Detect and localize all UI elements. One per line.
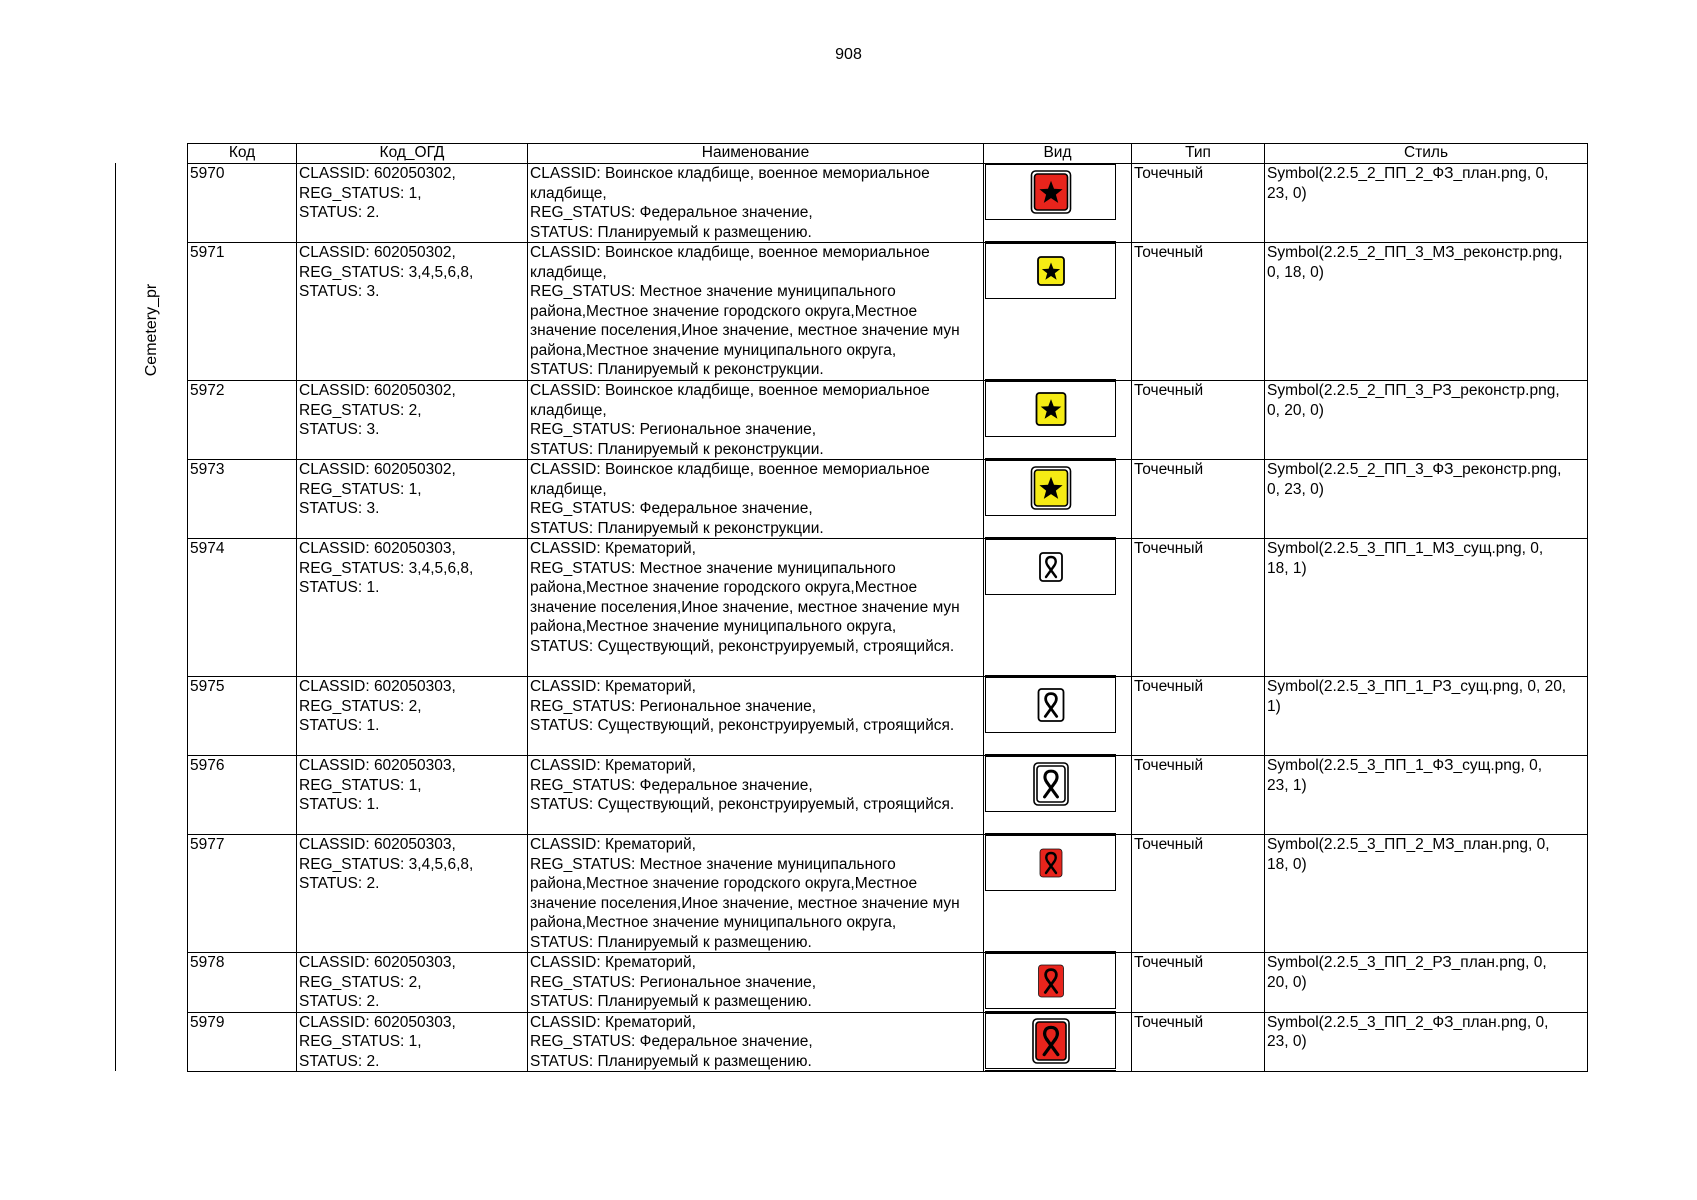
cell-style: Symbol(2.2.5_2_ПП_3_МЗ_реконстр.png, 0, 18, 0) — [1265, 243, 1588, 381]
table-row — [188, 539, 1588, 677]
header-vid: Вид — [984, 144, 1132, 164]
cell-kod: 5979 — [188, 1012, 297, 1072]
cell-kod-ogd: CLASSID: 602050303, REG_STATUS: 1, STATUS: 1. — [297, 756, 528, 835]
cell-style: Symbol(2.2.5_2_ПП_3_ФЗ_реконстр.png, 0, 23, 0) — [1265, 460, 1588, 539]
symbol-preview — [985, 953, 1116, 1009]
cell-name: CLASSID: Крематорий, REG_STATUS: Региональное значение, STATUS: Планируемый к размещению. — [528, 953, 984, 1013]
cell-vid — [984, 164, 1132, 243]
symbol-preview — [985, 835, 1116, 891]
cell-kod: 5971 — [188, 243, 297, 381]
symbol-preview — [985, 243, 1116, 299]
cell-vid — [984, 1012, 1132, 1072]
header-kod: Код — [188, 144, 297, 164]
symbol-preview — [985, 677, 1116, 733]
cell-kod-ogd: CLASSID: 602050302, REG_STATUS: 1, STATUS: 3. — [297, 460, 528, 539]
symbol-preview — [985, 164, 1116, 220]
header-name: Наименование — [528, 144, 984, 164]
side-label: Cemetery_pr — [143, 283, 160, 377]
cell-name: CLASSID: Воинское кладбище, военное мемориальное кладбище, REG_STATUS: Федеральное значение, STATUS: Планируемый к размещению. — [528, 164, 984, 243]
cell-vid — [984, 677, 1132, 756]
cell-kod-ogd: CLASSID: 602050302, REG_STATUS: 3,4,5,6,8, STATUS: 3. — [297, 243, 528, 381]
table-row — [188, 460, 1588, 539]
cell-kod: 5973 — [188, 460, 297, 539]
cell-kod-ogd: CLASSID: 602050303, REG_STATUS: 1, STATUS: 2. — [297, 1012, 528, 1072]
cell-kod: 5975 — [188, 677, 297, 756]
cell-style: Symbol(2.2.5_3_ПП_1_РЗ_сущ.png, 0, 20, 1) — [1265, 677, 1588, 756]
page-number: 908 — [835, 46, 862, 63]
side-rule — [115, 163, 116, 1071]
preview-baseline — [985, 1070, 1116, 1071]
cell-vid — [984, 460, 1132, 539]
symbol-preview — [985, 1013, 1116, 1069]
cell-tip: Точечный — [1132, 953, 1265, 1013]
cell-kod: 5978 — [188, 953, 297, 1013]
cell-name: CLASSID: Крематорий, REG_STATUS: Местное значение муниципального района,Местное значение городского округа,Местное значение поселения,Иное значение, местное значение мун района,Местное значение муниципального округа, STATUS: Планируемый к размещению. — [528, 835, 984, 953]
cell-tip: Точечный — [1132, 164, 1265, 243]
table-row — [188, 243, 1588, 381]
cell-vid — [984, 243, 1132, 381]
table-row — [188, 1012, 1588, 1072]
symbol-preview — [985, 756, 1116, 812]
cell-name: CLASSID: Крематорий, REG_STATUS: Региональное значение, STATUS: Существующий, реконструируемый, строящийся. — [528, 677, 984, 756]
cell-style: Symbol(2.2.5_2_ПП_3_РЗ_реконстр.png, 0, 20, 0) — [1265, 381, 1588, 460]
cell-style: Symbol(2.2.5_3_ПП_2_ФЗ_план.png, 0, 23, 0) — [1265, 1012, 1588, 1072]
cell-kod-ogd: CLASSID: 602050303, REG_STATUS: 2, STATUS: 1. — [297, 677, 528, 756]
cell-style: Symbol(2.2.5_3_ПП_1_МЗ_сущ.png, 0, 18, 1) — [1265, 539, 1588, 677]
table-row — [188, 756, 1588, 835]
cell-style: Symbol(2.2.5_2_ПП_2_ФЗ_план.png, 0, 23, 0) — [1265, 164, 1588, 243]
cell-name: CLASSID: Крематорий, REG_STATUS: Местное значение муниципального района,Местное значение городского округа,Местное значение поселения,Иное значение, местное значение мун района,Местное значение муниципального округа, STATUS: Существующий, реконструируемый, строящийся. — [528, 539, 984, 677]
symbol-preview — [985, 539, 1116, 595]
header-row — [188, 144, 1588, 164]
cell-tip: Точечный — [1132, 460, 1265, 539]
table-row — [188, 835, 1588, 953]
table-row — [188, 164, 1588, 243]
cell-vid — [984, 953, 1132, 1013]
cell-style: Symbol(2.2.5_3_ПП_2_РЗ_план.png, 0, 20, 0) — [1265, 953, 1588, 1013]
cell-vid — [984, 835, 1132, 953]
symbol-preview — [985, 381, 1116, 437]
table-row — [188, 677, 1588, 756]
cell-kod-ogd: CLASSID: 602050302, REG_STATUS: 1, STATUS: 2. — [297, 164, 528, 243]
cell-tip: Точечный — [1132, 243, 1265, 381]
cell-kod: 5974 — [188, 539, 297, 677]
cell-kod-ogd: CLASSID: 602050303, REG_STATUS: 2, STATUS: 2. — [297, 953, 528, 1013]
cell-name: CLASSID: Крематорий, REG_STATUS: Федеральное значение, STATUS: Существующий, реконструируемый, строящийся. — [528, 756, 984, 835]
cell-tip: Точечный — [1132, 381, 1265, 460]
cell-kod-ogd: CLASSID: 602050302, REG_STATUS: 2, STATUS: 3. — [297, 381, 528, 460]
cell-kod-ogd: CLASSID: 602050303, REG_STATUS: 3,4,5,6,8, STATUS: 2. — [297, 835, 528, 953]
cell-name: CLASSID: Воинское кладбище, военное мемориальное кладбище, REG_STATUS: Региональное значение, STATUS: Планируемый к реконструкции. — [528, 381, 984, 460]
header-style: Стиль — [1265, 144, 1588, 164]
cell-kod: 5976 — [188, 756, 297, 835]
cell-name: CLASSID: Крематорий, REG_STATUS: Федеральное значение, STATUS: Планируемый к размещению. — [528, 1012, 984, 1072]
header-tip: Тип — [1132, 144, 1265, 164]
cell-kod: 5970 — [188, 164, 297, 243]
cell-vid — [984, 539, 1132, 677]
cell-tip: Точечный — [1132, 677, 1265, 756]
cell-kod-ogd: CLASSID: 602050303, REG_STATUS: 3,4,5,6,8, STATUS: 1. — [297, 539, 528, 677]
cell-vid — [984, 381, 1132, 460]
cell-tip: Точечный — [1132, 835, 1265, 953]
symbol-preview — [985, 460, 1116, 516]
table-row — [188, 381, 1588, 460]
cell-style: Symbol(2.2.5_3_ПП_1_ФЗ_сущ.png, 0, 23, 1) — [1265, 756, 1588, 835]
header-kod-ogd: Код_ОГД — [297, 144, 528, 164]
cell-vid — [984, 756, 1132, 835]
cell-kod: 5972 — [188, 381, 297, 460]
cell-name: CLASSID: Воинское кладбище, военное мемориальное кладбище, REG_STATUS: Местное значение муниципального района,Местное значение городского округа,Местное значение поселения,Иное значение, местное значение мун района,Местное значение муниципального округа, STATUS: Планируемый к реконструкции. — [528, 243, 984, 381]
cell-style: Symbol(2.2.5_3_ПП_2_МЗ_план.png, 0, 18, 0) — [1265, 835, 1588, 953]
table-row — [188, 953, 1588, 1013]
cell-tip: Точечный — [1132, 1012, 1265, 1072]
cell-tip: Точечный — [1132, 756, 1265, 835]
symbol-table — [187, 143, 1588, 1072]
cell-tip: Точечный — [1132, 539, 1265, 677]
cell-kod: 5977 — [188, 835, 297, 953]
cell-name: CLASSID: Воинское кладбище, военное мемориальное кладбище, REG_STATUS: Федеральное значение, STATUS: Планируемый к реконструкции. — [528, 460, 984, 539]
